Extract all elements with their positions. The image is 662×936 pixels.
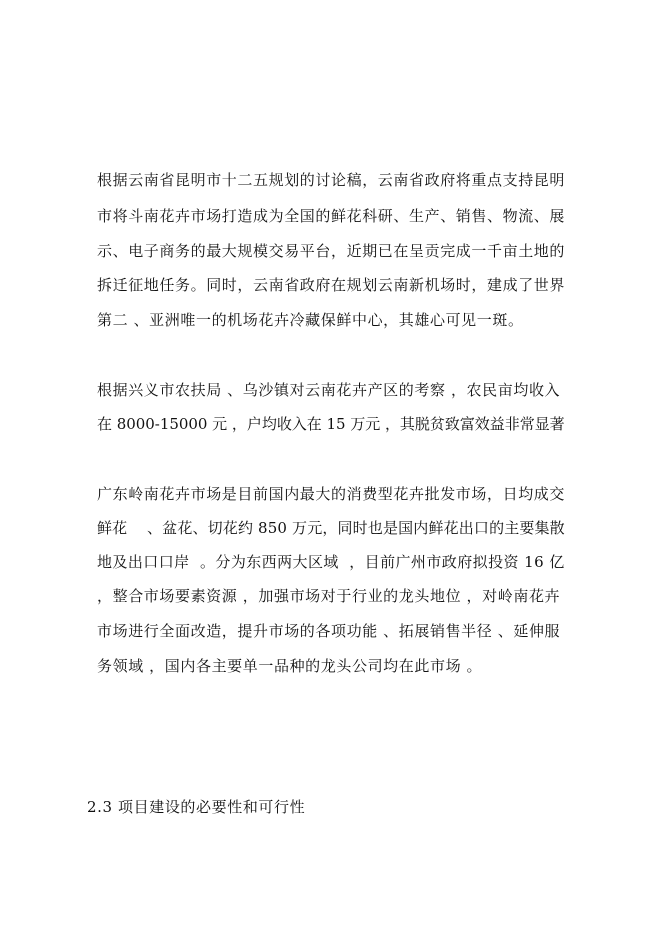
paragraph-1-line-3: 示、电子商务的最大规模交易平台，近期已在呈贡完成一千亩土地的 [97,242,566,260]
paragraph-3-line-1: 广东岭南花卉市场是目前国内最大的消费型花卉批发市场，日均成交 [97,485,566,503]
paragraph-2-line-2: 在 8000-15000 元 ，户均收入在 15 万元 ，其脱贫致富效益非常显著 [97,415,565,433]
paragraph-3-line-6: 务领域 ，国内各主要单一品种的龙头公司均在此市场 。 [97,657,483,675]
paragraph-3-line-4: ，整合市场要素资源 ，加强市场对于行业的龙头地位 ，对岭南花卉 [97,587,561,605]
paragraph-1-line-4: 拆迁征地任务。同时，云南省政府在规划云南新机场时，建成了世界 [97,276,566,294]
paragraph-3-line-3: 地及出口口岸 。分为东西两大区域 ，目前广州市政府拟投资 16 亿 [97,553,565,571]
paragraph-1-line-5: 第二 、亚洲唯一的机场花卉冷藏保鲜中心，其雄心可见一斑。 [97,311,524,329]
paragraph-1-line-1: 根据云南省昆明市十二五规划的讨论稿，云南省政府将重点支持昆明 [97,171,566,189]
paragraph-3-line-5: 市场进行全面改造，提升市场的各项功能 、拓展销售半径 、延伸服 [97,622,561,640]
paragraph-3-line-2: 鲜花 、盆花、切花约 850 万元，同时也是国内鲜花出口的主要集散 [97,519,565,537]
paragraph-1-line-2: 市将斗南花卉市场打造成为全国的鲜花科研、生产、销售、物流、展 [97,207,566,225]
section-heading: 2.3 项目建设的必要性和可行性 [87,798,306,816]
paragraph-2-line-1: 根据兴义市农扶局 、乌沙镇对云南花卉产区的考察 ，农民亩均收入 [97,381,561,399]
